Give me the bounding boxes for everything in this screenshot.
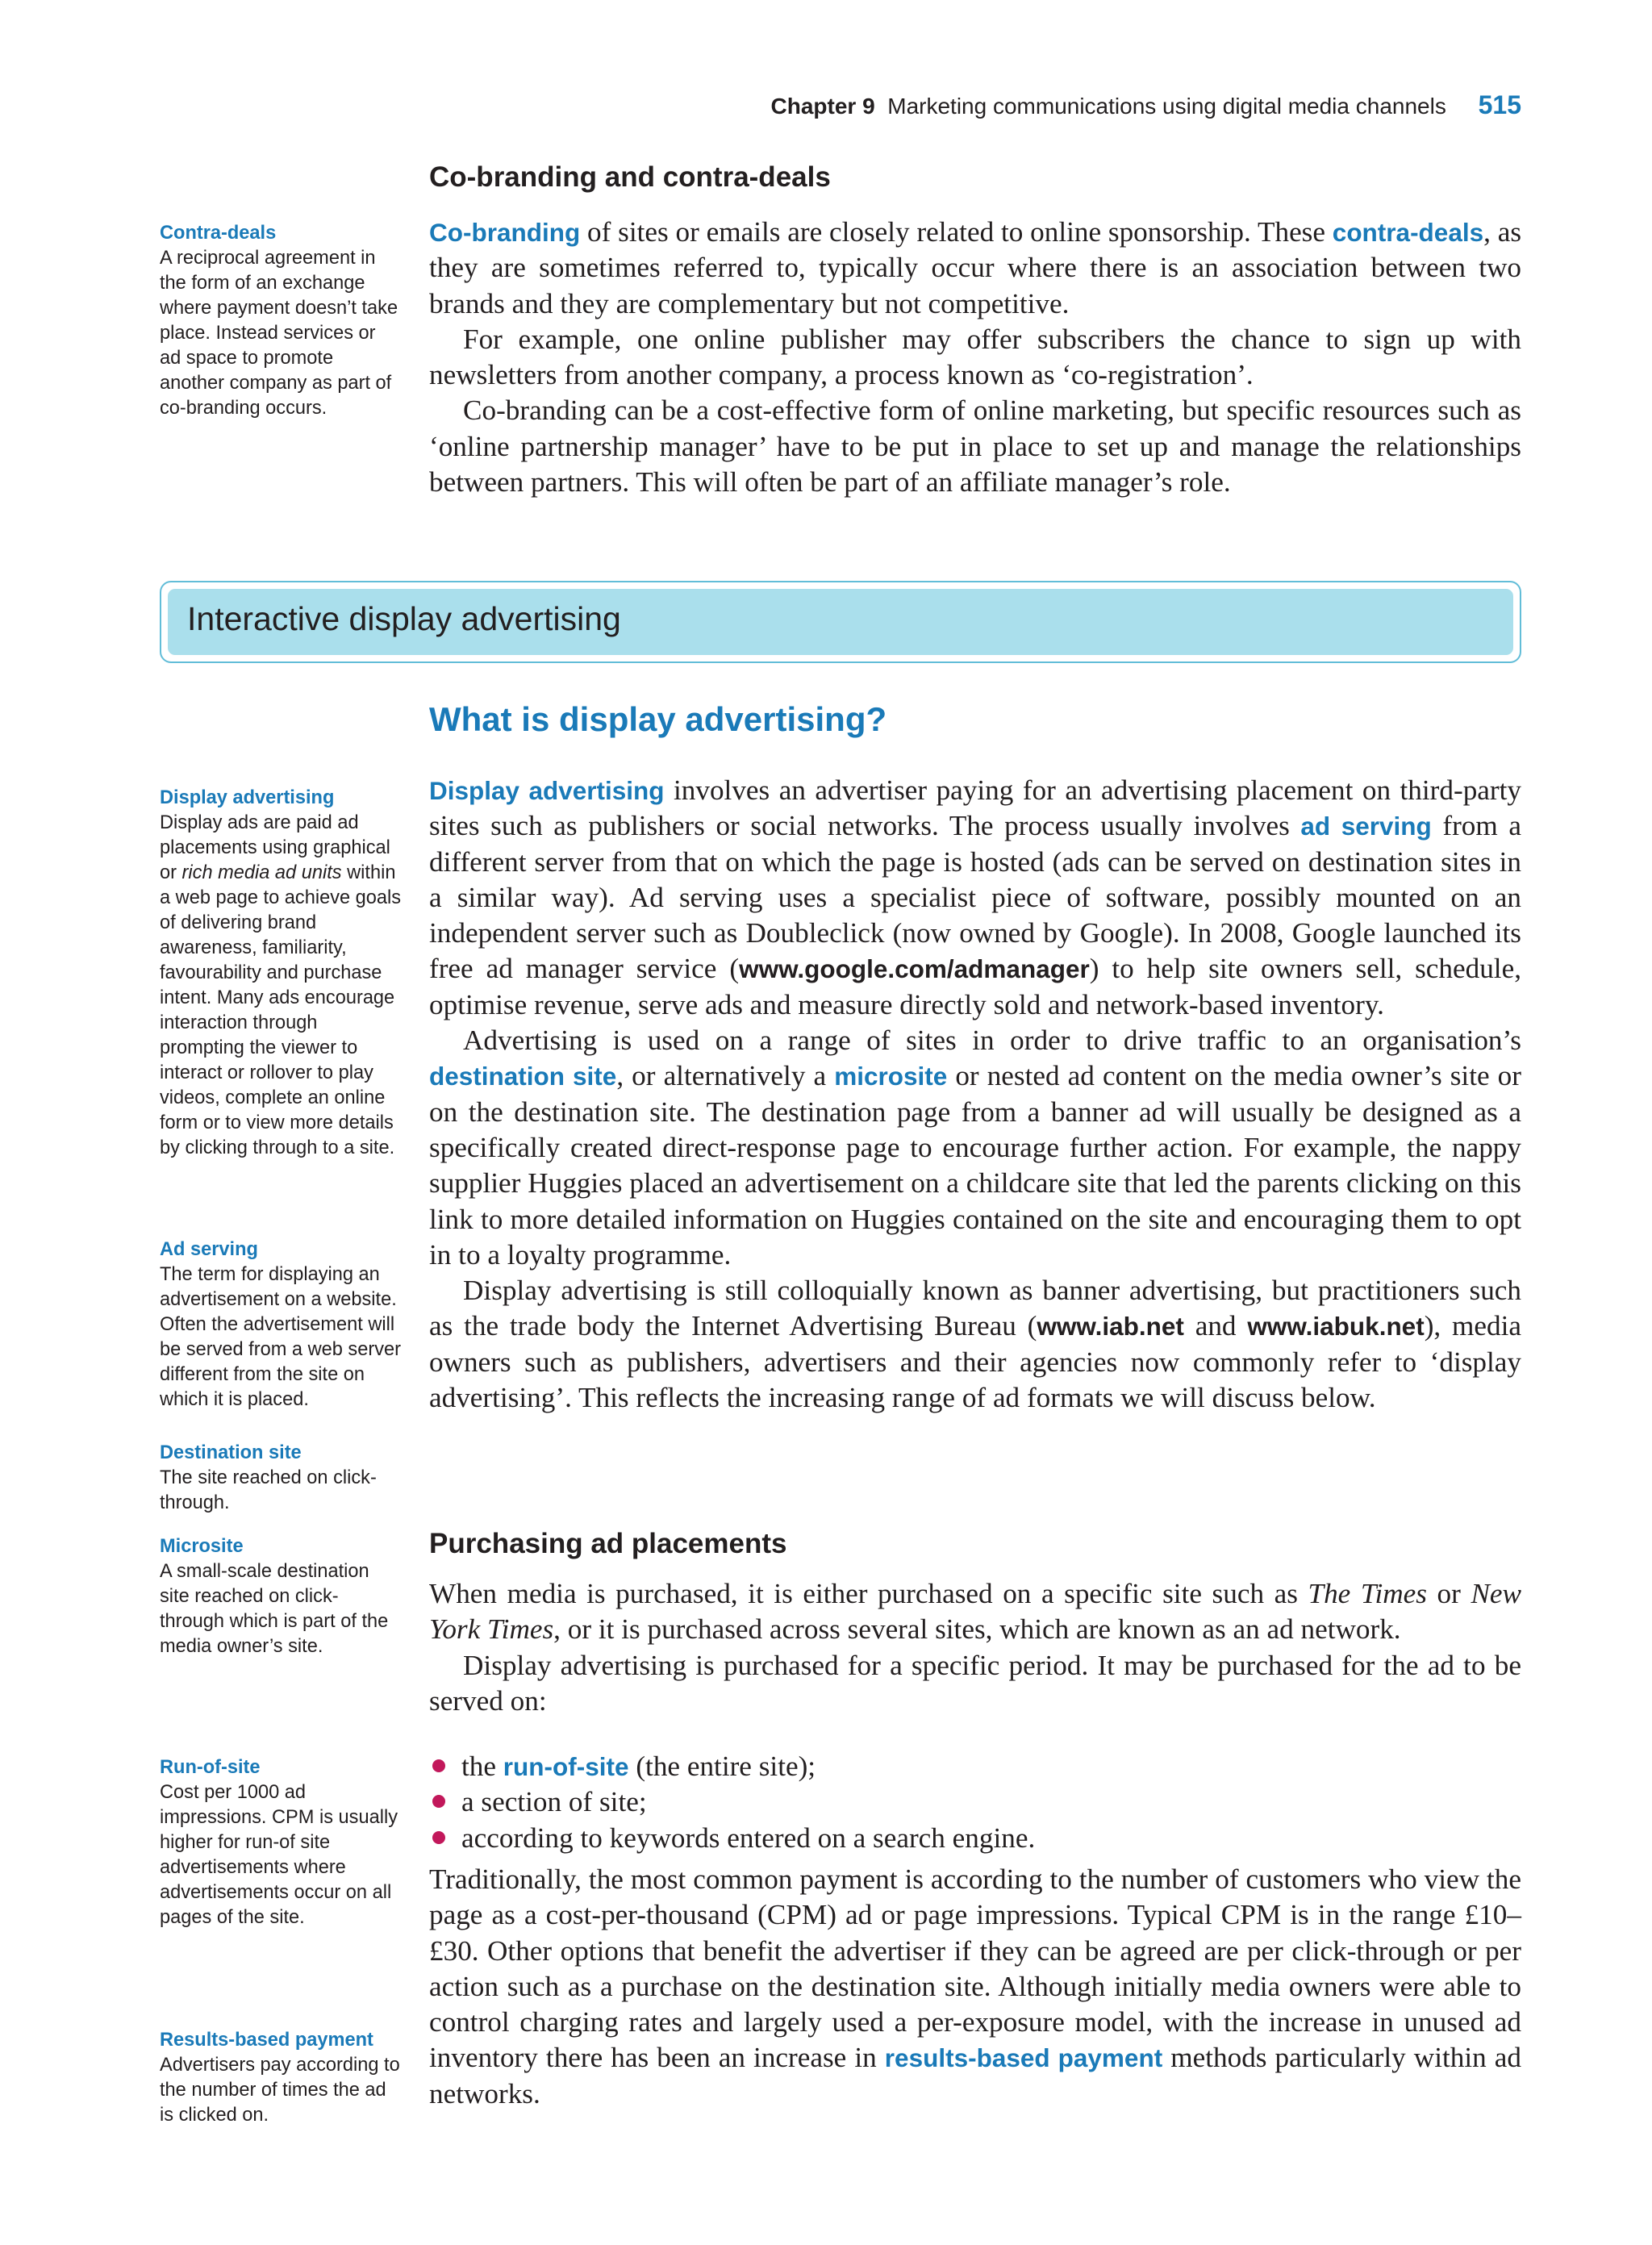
url-iab[interactable]: www.iab.net <box>1037 1312 1184 1342</box>
text-run: methods particularly within ad networks. <box>429 2042 1521 2109</box>
list-item <box>429 1749 1521 1784</box>
text-run: , or alternatively a <box>616 1060 835 1092</box>
keyword-results-based-payment: results-based payment <box>884 2043 1163 2073</box>
italic-rich-media: rich media ad units <box>181 862 342 883</box>
url-admanager[interactable]: www.google.com/admanager <box>739 954 1090 984</box>
text-run: Advertising is used on a range of sites in order to drive traffic to an organisation’s <box>463 1024 1521 1057</box>
purchase-options-list <box>429 1749 1521 1856</box>
display-body <box>429 773 1521 1416</box>
glossary-definition <box>160 811 402 1161</box>
bullet-icon <box>432 1759 445 1772</box>
text-run: or <box>1426 1578 1471 1609</box>
cobranding-body <box>429 215 1521 500</box>
glossary-term: Run-of-site <box>160 1757 261 1778</box>
text-run: within a web page to achieve goals of delivering brand awareness, familiarity, favourability and purchase intent. Many ads encourage interaction through prompting the viewer to interact or rollover to play videos, complete an online form or to view more details by clicking through to a site. <box>160 862 402 1158</box>
glossary-definition: The site reached on click-through. <box>160 1467 377 1513</box>
payment-body <box>429 1862 1521 2112</box>
keyword-display-advertising: Display advertising <box>429 776 665 805</box>
keyword-co-branding: Co-branding <box>429 218 581 247</box>
glossary-contra-deals <box>160 221 402 421</box>
italic-the-times: The Times <box>1308 1578 1427 1609</box>
text-run: of sites or emails are closely related to online sponsorship. These <box>580 216 1333 248</box>
glossary-display-advertising <box>160 786 402 1161</box>
keyword-ad-serving: ad serving <box>1300 812 1432 841</box>
purchasing-paragraph-2: Display advertising is purchased for a specific period. It may be purchased for the ad to be served on: <box>429 1649 1521 1717</box>
purchasing-paragraph-1 <box>429 1576 1521 1648</box>
page-number: 515 <box>1478 90 1521 119</box>
chapter-title: Marketing communications using digital media channels <box>887 94 1446 119</box>
text-run: involves an advertiser paying for an advertising placement on third-party sites such as publishers or social networks. The process usually involves <box>429 774 1521 842</box>
text-run: ), media owners such as publishers, advertisers and their agencies now commonly refer to ‘display advertising’. This reflects the increasing range of ad formats we will discuss below. <box>429 1310 1521 1414</box>
display-heading: What is display advertising? <box>429 700 887 738</box>
chapter-label: Chapter 9 <box>770 94 875 119</box>
text-run: Traditionally, the most common payment is according to the number of customers who view the page as a cost-per-thousand (CPM) ad or page impressions. Typical CPM is in the range £10–£30. Other options that benefit the advertiser if they can be agreed are per click-through or per action such as a purchase on the destination site. Although initially media owners were able to control charging rates and largely used a per-exposure model, with the increase in unused ad inventory there has been an increase in <box>429 1863 1521 2074</box>
display-paragraph-1 <box>429 773 1521 1023</box>
text-run: from a different server from that on which the page is hosted (ads can be served on destination sites in a similar way). Ad serving uses a specialist piece of software, possibly mounted on an independent server such as Doubleclick (now owned by Google). In 2008, Google launched its free ad manager service ( <box>429 810 1521 985</box>
glossary-microsite <box>160 1534 402 1659</box>
glossary-definition: A reciprocal agreement in the form of an exchange where payment doesn’t take place. Instead services or ad space to promote another company as part of co-branding occurs. <box>160 248 398 419</box>
glossary-term: Microsite <box>160 1536 244 1557</box>
text-run: a section of site; <box>461 1786 647 1818</box>
text-run: , as they are sometimes referred to, typically occur where there is an association between two brands and they are complementary but not competitive. <box>429 216 1522 319</box>
bullet-icon <box>432 1795 445 1808</box>
section-banner-fill <box>168 589 1513 655</box>
text-run: the <box>461 1751 503 1782</box>
list-item <box>429 1784 1521 1820</box>
text-run: When media is purchased, it is either purchased on a specific site such as <box>429 1578 1308 1609</box>
glossary-term: Ad serving <box>160 1239 258 1260</box>
cobranding-paragraph-2: For example, one online publisher may offer subscribers the chance to sign up with newsletters from another company, a process known as ‘co-registration’. <box>429 323 1521 391</box>
glossary-results-based-payment <box>160 2028 402 2128</box>
text-run: (the entire site); <box>628 1751 816 1782</box>
list-item <box>429 1821 1521 1856</box>
keyword-contra-deals: contra-deals <box>1332 218 1484 247</box>
text-run: according to keywords entered on a search engine. <box>461 1821 1036 1854</box>
text-run: Display advertising is still colloquially known as banner advertising, but practitioners such as the trade body the Internet Advertising Bureau ( <box>429 1275 1521 1342</box>
text-run: ) to help site owners sell, schedule, optimise revenue, serve ads and measure directly sold and network-based inventory. <box>429 953 1521 1020</box>
cobranding-heading: Co-branding and contra-deals <box>429 161 831 193</box>
cobranding-paragraph-3: Co-branding can be a cost-effective form of online marketing, but specific resources such as ‘online partnership manager’ have to be put in place to set up and manage the relationships between partners. This will often be part of an affiliate manager’s role. <box>429 394 1521 499</box>
text-run: Display ads are paid ad placements using graphical or <box>160 812 390 883</box>
cobranding-paragraph-1 <box>429 215 1521 322</box>
purchasing-body <box>429 1576 1521 1719</box>
text-run: or nested ad content on the media owner’s site or on the destination site. The destination page from a banner ad will usually be designed as a specifically created direct-response page to encourage further action. For example, the nappy supplier Huggies placed an advertisement on a childcare site that led the parents clicking on this link to more detailed information on Huggies contained on the site and encouraging them to opt in to a loyalty programme. <box>429 1060 1521 1271</box>
glossary-definition: Advertisers pay according to the number of times the ad is clicked on. <box>160 2055 400 2126</box>
display-paragraph-2 <box>429 1023 1521 1273</box>
glossary-run-of-site <box>160 1755 402 1930</box>
glossary-definition: Cost per 1000 ad impressions. CPM is usually higher for run-of site advertisements where advertisements occur on all pages of the site. <box>160 1782 398 1928</box>
purchasing-heading: Purchasing ad placements <box>429 1528 787 1559</box>
glossary-ad-serving <box>160 1237 402 1413</box>
bullet-icon <box>432 1831 445 1844</box>
display-paragraph-3 <box>429 1273 1521 1416</box>
italic-new-york-times: New York Times <box>429 1578 1521 1646</box>
text-run: , or it is purchased across several sites, which are known as an ad network. <box>553 1613 1401 1646</box>
glossary-term: Results-based payment <box>160 2030 373 2051</box>
keyword-run-of-site: run-of-site <box>503 1752 629 1781</box>
url-iabuk[interactable]: www.iabuk.net <box>1247 1312 1425 1342</box>
glossary-definition: The term for displaying an advertisement on a website. Often the advertisement will be served from a web server different from the site on which it is placed. <box>160 1264 401 1410</box>
glossary-definition: A small-scale destination site reached on click-through which is part of the media owner’s site. <box>160 1561 389 1657</box>
section-banner-title: Interactive display advertising <box>187 600 621 637</box>
running-header <box>771 90 1521 120</box>
glossary-term: Destination site <box>160 1442 302 1463</box>
keyword-destination-site: destination site <box>429 1062 617 1091</box>
purchasing-paragraph-3 <box>429 1862 1521 2112</box>
glossary-term: Contra-deals <box>160 223 277 244</box>
section-banner <box>160 581 1521 663</box>
keyword-microsite: microsite <box>834 1062 948 1091</box>
glossary-term: Display advertising <box>160 787 335 808</box>
glossary-destination-site <box>160 1441 402 1516</box>
text-run: and <box>1183 1310 1248 1342</box>
